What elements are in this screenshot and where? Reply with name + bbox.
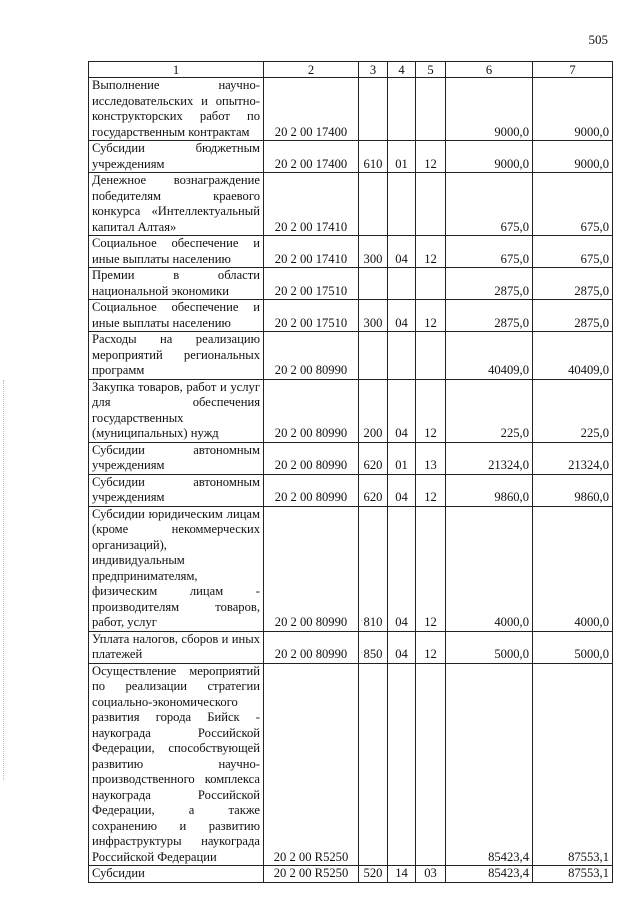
row-amount-col6: 5000,0 [446, 631, 533, 663]
row-amount-col6: 4000,0 [446, 506, 533, 631]
scan-margin-line [3, 380, 5, 780]
row-target-code: 20 2 00 80990 [264, 332, 359, 380]
row-section [388, 173, 416, 236]
row-description: Расходы на реализацию мероприятий региональных программ [89, 332, 264, 380]
table-row [89, 78, 613, 141]
table-row [89, 141, 613, 173]
row-amount-col6: 9860,0 [446, 474, 533, 506]
row-expense-type: 810 [359, 506, 388, 631]
header-col-3: 3 [359, 62, 388, 78]
row-amount-col7: 87553,1 [533, 663, 613, 866]
row-subsection: 03 [416, 866, 446, 883]
row-section [388, 268, 416, 300]
row-target-code: 20 2 00 17510 [264, 300, 359, 332]
row-subsection: 12 [416, 141, 446, 173]
row-expense-type: 300 [359, 236, 388, 268]
row-target-code: 20 2 00 R5250 [264, 866, 359, 883]
header-col-2: 2 [264, 62, 359, 78]
row-amount-col7: 40409,0 [533, 332, 613, 380]
row-target-code: 20 2 00 17400 [264, 141, 359, 173]
row-section: 01 [388, 442, 416, 474]
row-expense-type: 620 [359, 474, 388, 506]
row-subsection: 12 [416, 379, 446, 442]
table-row [89, 474, 613, 506]
row-section: 04 [388, 506, 416, 631]
row-amount-col6: 85423,4 [446, 866, 533, 883]
row-subsection [416, 332, 446, 380]
row-amount-col6: 2875,0 [446, 268, 533, 300]
row-subsection: 13 [416, 442, 446, 474]
row-target-code: 20 2 00 17410 [264, 236, 359, 268]
table-row [89, 332, 613, 380]
row-target-code: 20 2 00 80990 [264, 631, 359, 663]
table-row [89, 173, 613, 236]
row-expense-type: 620 [359, 442, 388, 474]
row-amount-col7: 9860,0 [533, 474, 613, 506]
table-row [89, 442, 613, 474]
row-subsection [416, 173, 446, 236]
page-number: 505 [588, 32, 608, 47]
row-subsection [416, 78, 446, 141]
row-amount-col7: 225,0 [533, 379, 613, 442]
row-expense-type [359, 268, 388, 300]
row-amount-col7: 87553,1 [533, 866, 613, 883]
table-row [89, 300, 613, 332]
row-expense-type: 850 [359, 631, 388, 663]
row-expense-type: 300 [359, 300, 388, 332]
table-row [89, 506, 613, 631]
row-target-code: 20 2 00 80990 [264, 506, 359, 631]
row-expense-type [359, 663, 388, 866]
row-section [388, 78, 416, 141]
row-amount-col7: 9000,0 [533, 78, 613, 141]
header-col-6: 6 [446, 62, 533, 78]
row-description: Премии в области национальной экономики [89, 268, 264, 300]
row-description: Субсидии [89, 866, 264, 883]
table-row [89, 379, 613, 442]
row-amount-col7: 9000,0 [533, 141, 613, 173]
row-amount-col6: 9000,0 [446, 141, 533, 173]
row-subsection: 12 [416, 300, 446, 332]
table-row [89, 631, 613, 663]
row-amount-col7: 675,0 [533, 173, 613, 236]
row-target-code: 20 2 00 80990 [264, 442, 359, 474]
row-subsection: 12 [416, 236, 446, 268]
row-description: Социальное обеспечение и иные выплаты населению [89, 236, 264, 268]
row-expense-type: 520 [359, 866, 388, 883]
row-amount-col7: 2875,0 [533, 268, 613, 300]
row-target-code: 20 2 00 80990 [264, 474, 359, 506]
row-subsection: 12 [416, 474, 446, 506]
row-amount-col6: 21324,0 [446, 442, 533, 474]
table-row [89, 866, 613, 883]
table-row [89, 663, 613, 866]
row-section: 04 [388, 379, 416, 442]
row-section: 04 [388, 474, 416, 506]
row-amount-col7: 21324,0 [533, 442, 613, 474]
row-amount-col7: 4000,0 [533, 506, 613, 631]
header-row [89, 62, 613, 78]
row-amount-col6: 85423,4 [446, 663, 533, 866]
row-expense-type [359, 332, 388, 380]
row-section: 14 [388, 866, 416, 883]
row-amount-col6: 2875,0 [446, 300, 533, 332]
row-description: Субсидии юридическим лицам (кроме некоммерческих организаций), индивидуальным предпринимателям, физическим лицам - производителям товаров, работ, услуг [89, 506, 264, 631]
row-amount-col6: 9000,0 [446, 78, 533, 141]
row-description: Социальное обеспечение и иные выплаты населению [89, 300, 264, 332]
row-description: Денежное вознаграждение победителям краевого конкурса «Интеллектуальный капитал Алтая» [89, 173, 264, 236]
row-section: 04 [388, 631, 416, 663]
row-target-code: 20 2 00 17510 [264, 268, 359, 300]
row-expense-type: 610 [359, 141, 388, 173]
row-target-code: 20 2 00 17410 [264, 173, 359, 236]
header-col-5: 5 [416, 62, 446, 78]
row-section [388, 663, 416, 866]
row-section: 04 [388, 236, 416, 268]
row-amount-col6: 40409,0 [446, 332, 533, 380]
row-description: Осуществление мероприятий по реализации стратегии социально-экономического развития города Бийск - наукограда Российской Федерации, способствующей развитию научно-производственного комплекса наукограда Российской Федерации, а также сохранению и развитию инфраструктуры наукограда Российской Федерации [89, 663, 264, 866]
row-section [388, 332, 416, 380]
row-subsection: 12 [416, 506, 446, 631]
row-section: 04 [388, 300, 416, 332]
row-expense-type: 200 [359, 379, 388, 442]
row-amount-col6: 675,0 [446, 236, 533, 268]
row-section: 01 [388, 141, 416, 173]
row-expense-type [359, 78, 388, 141]
row-amount-col7: 5000,0 [533, 631, 613, 663]
header-col-4: 4 [388, 62, 416, 78]
row-description: Выполнение научно-исследовательских и опытно-конструкторских работ по государственным контрактам [89, 78, 264, 141]
row-target-code: 20 2 00 R5250 [264, 663, 359, 866]
row-description: Субсидии автономным учреждениям [89, 474, 264, 506]
row-target-code: 20 2 00 80990 [264, 379, 359, 442]
row-subsection: 12 [416, 631, 446, 663]
row-description: Уплата налогов, сборов и иных платежей [89, 631, 264, 663]
table-row [89, 236, 613, 268]
row-description: Закупка товаров, работ и услуг для обеспечения государственных (муниципальных) нужд [89, 379, 264, 442]
budget-table [88, 61, 613, 883]
row-subsection [416, 268, 446, 300]
row-description: Субсидии бюджетным учреждениям [89, 141, 264, 173]
row-target-code: 20 2 00 17400 [264, 78, 359, 141]
table-row [89, 268, 613, 300]
row-amount-col6: 225,0 [446, 379, 533, 442]
row-subsection [416, 663, 446, 866]
row-amount-col7: 2875,0 [533, 300, 613, 332]
row-description: Субсидии автономным учреждениям [89, 442, 264, 474]
row-expense-type [359, 173, 388, 236]
header-col-1: 1 [89, 62, 264, 78]
row-amount-col6: 675,0 [446, 173, 533, 236]
row-amount-col7: 675,0 [533, 236, 613, 268]
header-col-7: 7 [533, 62, 613, 78]
